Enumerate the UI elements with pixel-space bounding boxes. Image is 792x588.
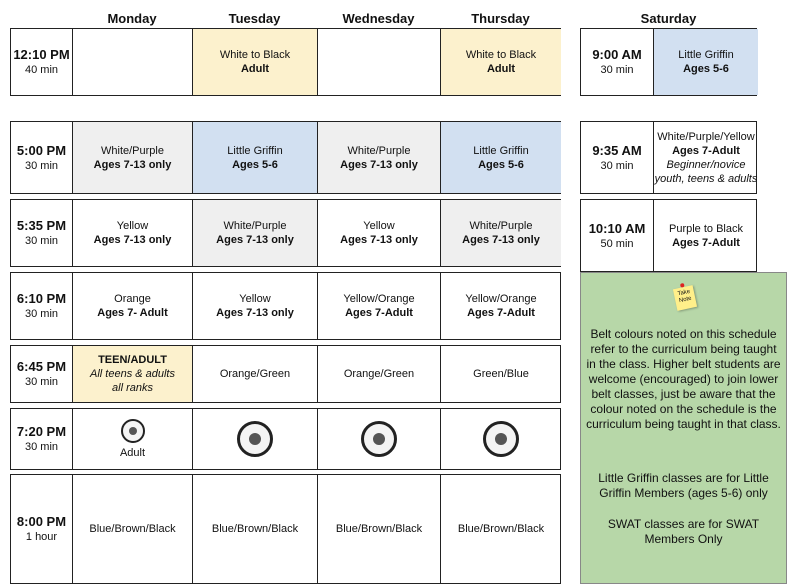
weekday-row-535 [10,199,561,267]
class-name: White/Purple [101,144,164,157]
duration-label: 30 min [24,159,59,172]
class-name: Yellow/Orange [465,293,537,305]
class-cell-monday [73,409,193,469]
class-ages: Ages 7-13 only [216,234,294,246]
saturday-row-935 [580,121,757,194]
class-cell-saturday [654,122,758,193]
class-cell-monday [73,122,193,193]
class-cell-thursday [441,475,561,583]
class-name: Yellow [363,220,395,232]
class-ages: Ages 7-13 only [93,158,172,171]
time-cell [11,122,73,193]
class-cell-saturday [654,200,758,271]
class-cell-thursday [441,200,561,266]
duration-label: 30 min [24,441,59,453]
class-ages: Ages 5-6 [232,158,278,171]
class-cell-wednesday [318,346,441,402]
weekday-row-1210 [10,28,561,96]
class-name: White to Black [465,49,537,61]
class-ages: Ages 7- Adult [97,307,168,319]
class-ages: Ages 7-Adult [672,236,740,249]
weekday-row-720 [10,408,561,470]
time-label: 10:10 AM [588,220,646,236]
time-cell [11,273,73,339]
class-ages: Ages 5-6 [683,63,729,75]
class-ages: Ages 7-Adult [345,307,413,319]
class-cell-monday [73,200,193,266]
class-ages: Ages 7-13 only [340,158,418,171]
time-label: 12:10 PM [13,47,70,62]
class-cell-tuesday [193,122,318,193]
weekday-row-500 [10,121,561,194]
class-name: Green/Blue [473,368,529,380]
class-cell-tuesday [193,273,318,339]
duration-label: 30 min [600,64,634,76]
time-cell [581,122,654,193]
class-ages: Ages 7-13 only [462,234,540,246]
class-ages: Ages 5-6 [478,158,524,171]
class-ranks: all ranks [112,382,153,394]
class-name: Blue/Brown/Black [457,523,545,535]
note-little-griffin: Little Griffin classes are for Little Griffin Members (ages 5-6) only [598,471,769,500]
weekday-row-645 [10,345,561,403]
class-cell-wednesday [318,475,441,583]
class-ages: Ages 7-Adult [467,307,535,319]
class-name: White to Black [219,49,291,61]
duration-label: 50 min [600,237,634,250]
class-ages: Ages 7-Adult [672,144,740,157]
pushpin-icon [680,283,685,288]
header-saturday: Saturday [640,11,697,26]
time-label: 9:35 AM [592,142,642,158]
weekday-row-610 [10,272,561,340]
class-cell-tuesday [193,29,318,95]
class-name: Little Griffin [473,144,529,157]
class-cell-monday [73,475,193,583]
sticky-note-icon [673,285,697,311]
club-logo-icon [361,421,397,457]
duration-label: 1 hour [25,531,58,543]
class-ages: Ages 7-13 only [340,234,418,246]
club-logo-icon [237,421,273,457]
class-ages: Ages 7-13 only [216,307,294,319]
class-cell-wednesday [318,409,441,469]
time-cell [11,475,73,583]
class-cell-thursday [441,122,561,193]
time-cell [11,29,73,95]
class-name: Yellow/Orange [343,293,415,305]
sticky-note-text: Take Note [677,288,693,305]
class-name: Yellow [239,293,271,305]
time-cell [581,29,654,95]
time-cell [581,200,654,271]
duration-label: 30 min [24,235,59,247]
time-label: 7:20 PM [16,424,67,439]
class-cell-thursday [441,29,561,95]
class-cell-wednesday [318,122,441,193]
class-name: Little Griffin [678,49,734,61]
class-cell-wednesday [318,273,441,339]
saturday-row-900 [580,28,757,96]
class-name: Orange/Green [219,368,291,380]
header-thursday: Thursday [471,11,530,26]
class-name: White/Purple [347,144,411,157]
header-wednesday: Wednesday [342,11,415,26]
class-cell-tuesday [193,409,318,469]
class-ages: All teens & adults [90,368,175,380]
time-label: 5:00 PM [16,142,67,158]
time-cell [11,346,73,402]
duration-label: 30 min [24,308,59,320]
weekday-row-800 [10,474,561,584]
class-cell-wednesday [318,200,441,266]
class-cell-thursday [441,409,561,469]
time-label: 6:45 PM [16,359,67,374]
class-cell-saturday [654,29,758,95]
class-cell-monday [73,29,193,95]
class-cell-monday [73,273,193,339]
class-ages: Ages 7-13 only [93,234,172,246]
class-name: Blue/Brown/Black [89,523,176,535]
class-ages: Adult [486,63,516,75]
class-name: Orange [114,293,151,305]
class-cell-thursday [441,273,561,339]
duration-label: 40 min [24,64,59,76]
header-tuesday: Tuesday [228,11,281,26]
class-ages: Adult [240,63,270,75]
note-swat: SWAT classes are for SWAT Members Only [607,517,760,546]
class-cell-thursday [441,346,561,402]
class-name: Orange/Green [343,368,415,380]
class-name: Purple to Black [669,222,743,235]
class-cell-tuesday [193,475,318,583]
class-audience: youth, teens & adults [654,172,758,185]
class-level: Beginner/novice [666,158,746,171]
time-label: 6:10 PM [16,291,67,306]
class-name: Yellow [116,220,149,232]
class-name: Blue/Brown/Black [335,523,423,535]
class-name: White/Purple/Yellow [657,130,755,143]
time-label: 8:00 PM [16,514,67,529]
time-label: 9:00 AM [592,47,642,62]
class-name: Blue/Brown/Black [211,523,299,535]
class-name: White/Purple [469,220,533,232]
duration-label: 30 min [24,376,59,388]
class-cell-monday [73,346,193,402]
class-cell-tuesday [193,200,318,266]
class-name: TEEN/ADULT [98,354,167,366]
class-name: White/Purple [223,220,287,232]
duration-label: 30 min [600,159,634,172]
schedule-note [580,272,787,584]
time-label: 5:35 PM [16,218,67,233]
class-name: Little Griffin [227,144,283,157]
club-logo-icon [121,419,145,443]
club-logo-icon [483,421,519,457]
class-name: Adult [119,446,146,459]
header-monday: Monday [107,11,157,26]
time-cell [11,200,73,266]
class-cell-wednesday [318,29,441,95]
note-belt-colours: Belt colours noted on this schedule refer to the curriculum being taught in the class. Higher belt students are welcome (encouraged) to join lower belt classes, just be aware that the colour noted on the schedule is the curriculum being taught in that class. [586,327,781,431]
time-cell [11,409,73,469]
saturday-row-1010 [580,199,757,272]
class-cell-tuesday [193,346,318,402]
